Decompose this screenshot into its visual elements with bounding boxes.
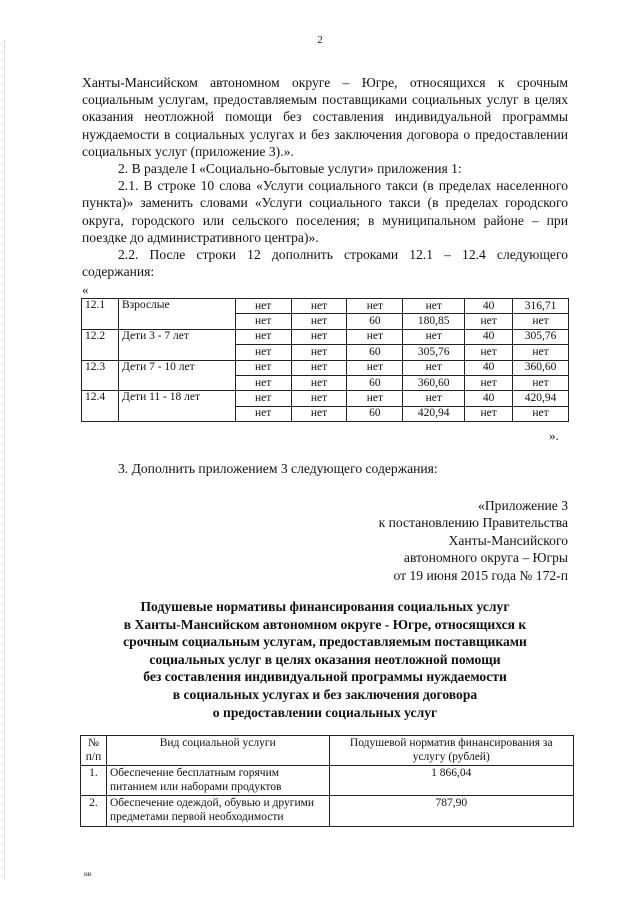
row-num: 2. [81,796,107,826]
title-line: в Ханты-Мансийском автономном округе - Югре, относящихся к [123,616,527,632]
table-cell: нет [235,299,291,314]
row-group-name: Дети 7 - 10 лет [118,360,235,391]
appendix-line: к постановлению Правительства [378,515,568,531]
table-row [81,796,574,826]
row-service: Обеспечение одеждой, обувью и другими предметами первой необходимости [106,796,329,826]
services-header-row [81,736,574,766]
services-table [80,735,574,827]
open-quote: « [82,282,89,297]
table-row [82,329,569,344]
table-row [82,391,569,406]
table-cell: нет [235,406,291,421]
table-cell: 360,60 [513,360,569,375]
table-cell: 420,94 [513,391,569,406]
body-text-top [82,74,568,280]
row-rate: 1 866,04 [329,766,574,796]
table-cell: нет [513,375,569,390]
row-service: Обеспечение бесплатным горячим питанием или наборами продуктов [106,766,329,796]
table-cell: 60 [347,375,403,390]
appendix-line: автономного округа – Югры [403,550,568,566]
appendix-header [379,497,568,584]
table-cell: нет [291,299,347,314]
paragraph-continuation: Ханты-Мансийском автономном округе – Югре, относящихся к срочным социальным услугам, предоставляемым поставщиками социальных услуг в целях оказания неотложной помощи без составления индивидуальной программы нуждаемости в социальных услугах и без заключения договора о предоставлении социальных услуг (приложение 3).». [82,75,568,159]
table-cell: 360,60 [403,375,465,390]
table-cell: 60 [347,345,403,360]
table-cell: нет [465,406,513,421]
table-cell: нет [235,314,291,329]
table-cell: нет [347,360,403,375]
table-cell: нет [235,391,291,406]
table-cell: 60 [347,406,403,421]
header-rate: Подушевой норматив финансирования за услугу (рублей) [329,736,574,766]
table-cell: нет [291,360,347,375]
header-service: Вид социальной услуги [106,736,329,766]
table-cell: 40 [465,391,513,406]
row-number: 12.2 [82,329,119,360]
appendix-line: Ханты-Мансийского [448,532,568,548]
title-line: срочным социальным услугам, предоставляемым поставщиками [123,634,527,650]
row-rate: 787,90 [329,796,574,826]
table-cell: нет [465,314,513,329]
table-cell: нет [291,329,347,344]
table-cell: нет [235,360,291,375]
table-cell: 40 [465,360,513,375]
table-cell: нет [291,345,347,360]
title-line: о предоставлении социальных услуг [212,704,438,720]
table-cell: нет [403,299,465,314]
paragraph-item-2-2: 2.2. После строки 12 дополнить строками 12.1 – 12.4 следующего содержания: [82,247,568,280]
table-cell: нет [513,406,569,421]
table-cell: нет [513,345,569,360]
row-number: 12.4 [82,391,119,422]
rates-table [81,298,569,422]
table-cell: нет [403,360,465,375]
table-cell: нет [291,314,347,329]
row-number: 12.1 [82,299,119,330]
document-title [70,598,580,721]
table-cell: 40 [465,329,513,344]
table-cell: нет [465,345,513,360]
row-group-name: Дети 11 - 18 лет [118,391,235,422]
title-line: без составления индивидуальной программы нуждаемости [143,669,507,685]
table-cell: 305,76 [403,345,465,360]
title-line: в социальных услугах и без заключения договора [172,686,478,702]
table-cell: 180,85 [403,314,465,329]
table-cell: 305,76 [513,329,569,344]
title-line: Подушевые нормативы финансирования социальных услуг [140,599,510,614]
page-number: 2 [317,34,323,46]
table-cell: нет [403,391,465,406]
table-cell: нет [513,314,569,329]
table-cell: нет [291,391,347,406]
table-cell: нет [291,375,347,390]
footer-note: нв [84,870,92,878]
row-group-name: Дети 3 - 7 лет [118,329,235,360]
table-cell: нет [235,329,291,344]
table-cell: нет [347,299,403,314]
table-row [81,766,574,796]
scan-edge-mark [4,40,6,880]
paragraph-item-2-1: 2.1. В строке 10 слова «Услуги социального такси (в пределах населенного пункта)» заменить словами «Услуги социального такси (в пределах городского округа, городского или сельского поселения; в муниципальном районе – при поездке до административного центра)». [82,178,568,245]
header-num: № п/п [81,736,107,766]
appendix-line: от 19 июня 2015 года № 172-п [393,567,568,583]
close-quote: ». [549,428,559,443]
table-row [82,299,569,314]
paragraph-item-2: 2. В разделе I «Социально-бытовые услуги» приложения 1: [118,161,462,177]
table-cell: нет [465,375,513,390]
row-num: 1. [81,766,107,796]
table-cell: нет [291,406,347,421]
table-row [82,360,569,375]
table-cell: 40 [465,299,513,314]
table-cell: нет [235,345,291,360]
table-cell: 316,71 [513,299,569,314]
title-line: социальных услуг в целях оказания неотложной помощи [149,651,501,667]
body-text-item-3 [82,460,568,477]
paragraph-item-3: 3. Дополнить приложением 3 следующего содержания: [118,461,438,476]
table-cell: 60 [347,314,403,329]
row-group-name: Взрослые [118,299,235,330]
table-cell: нет [347,329,403,344]
table-cell: нет [235,375,291,390]
appendix-line: «Приложение 3 [478,498,568,513]
row-number: 12.3 [82,360,119,391]
table-cell: нет [347,391,403,406]
table-cell: нет [403,329,465,344]
table-cell: 420,94 [403,406,465,421]
